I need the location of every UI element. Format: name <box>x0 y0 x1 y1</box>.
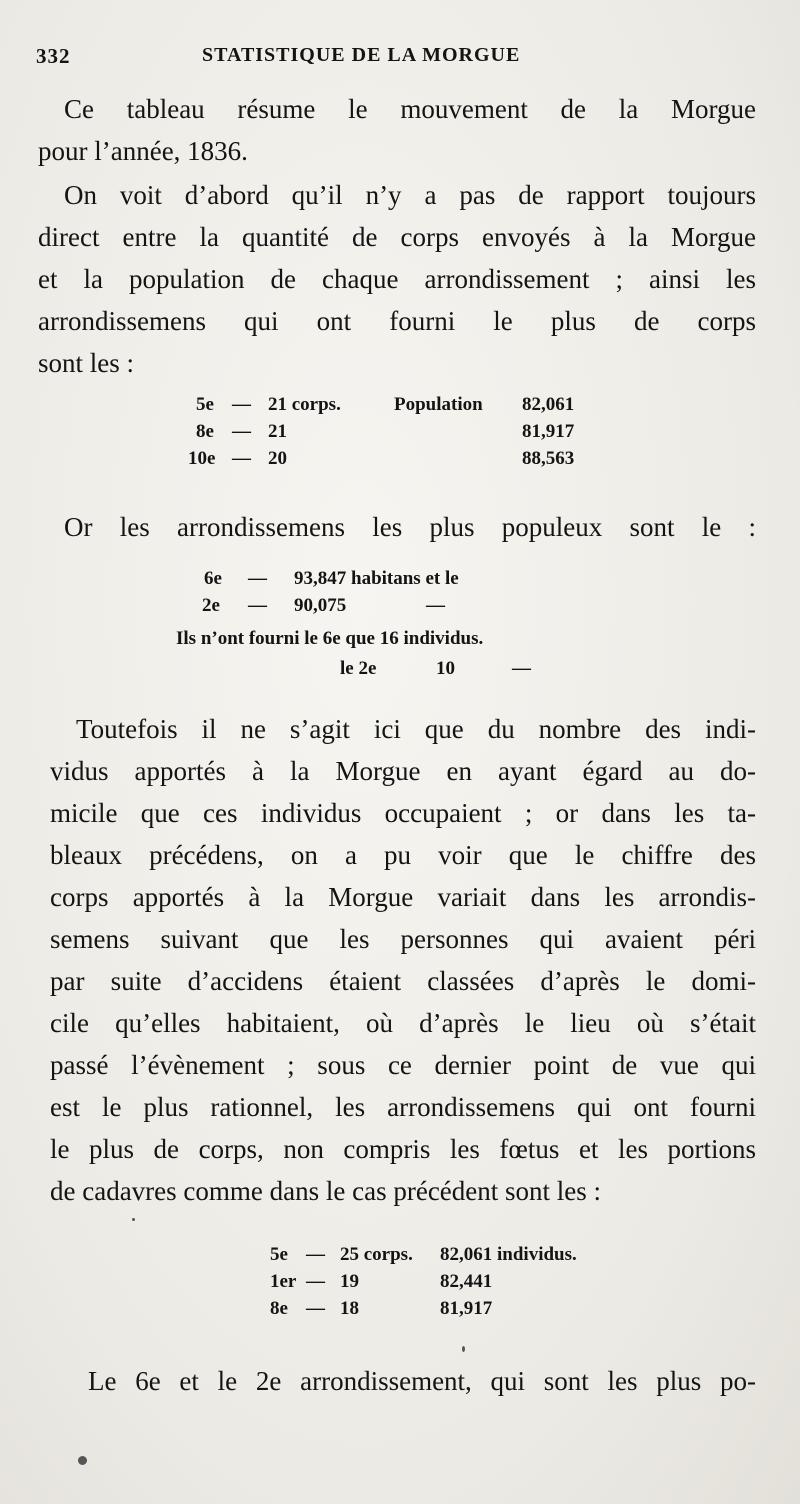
text-line: Toutefois il ne s’agit ici que du nombre des indi- <box>76 714 756 744</box>
text-line: par suite d’accidens étaient classées d’après le domi- <box>50 966 756 996</box>
text-line: Le 6e et le 2e arrondissement, qui sont les plus po- <box>88 1366 756 1396</box>
text-line: bleaux précédens, on a pu voir que le chiffre des <box>50 840 756 870</box>
count-cell: 19 <box>340 1271 359 1292</box>
dash-cell: — <box>248 595 267 616</box>
arrondissement-cell: 6e <box>204 568 222 589</box>
table-note-2 <box>340 658 560 685</box>
text-line: micile que ces individus occupaient ; or dans les ta- <box>50 798 756 828</box>
running-title: STATISTIQUE DE LA MORGUE <box>202 44 521 66</box>
text-line: direct entre la quantité de corps envoyés à la Morgue <box>38 222 756 252</box>
table-note: Ils n’ont fourni le 6e que 16 individus. <box>176 628 484 649</box>
arrondissement-cell: 2e <box>202 595 220 616</box>
table-row <box>270 1298 630 1325</box>
text-line: semens suivant que les personnes qui avaient péri <box>50 924 756 954</box>
arrondissement-cell: 5e <box>196 394 214 415</box>
paragraph-5 <box>62 1360 756 1402</box>
population-cell: 82,441 <box>440 1271 493 1292</box>
scan-speck <box>78 1456 87 1465</box>
arrondissement-cell: 8e <box>196 421 214 442</box>
population-label: Population <box>394 394 483 415</box>
table-row <box>340 658 560 685</box>
value-cell: 93,847 habitans et le <box>294 568 459 589</box>
count-cell: 25 corps. <box>340 1244 413 1265</box>
page-number: 332 <box>36 44 71 68</box>
arrondissement-cell: 5e <box>270 1244 288 1265</box>
arrondissement-cell: 10e <box>188 448 216 469</box>
text-line: est le plus rationnel, les arrondissemens qui ont fourni <box>50 1092 756 1122</box>
table-row <box>196 421 616 448</box>
ditto-cell: — <box>512 658 531 679</box>
arrondissement-cell: 1er <box>270 1271 297 1292</box>
table-populeux <box>204 568 544 622</box>
text-line: de cadavres comme dans le cas précédent sont les : <box>50 1176 602 1206</box>
scan-speck <box>462 1346 465 1352</box>
dash-cell: — <box>232 421 251 442</box>
paragraph-4 <box>50 708 756 1212</box>
population-cell: 82,061 individus. <box>440 1244 577 1265</box>
paragraph-3 <box>38 506 756 548</box>
table-corps-population <box>188 394 616 475</box>
population-cell: 88,563 <box>522 448 575 469</box>
table-row <box>196 394 616 421</box>
population-cell: 81,917 <box>440 1298 493 1319</box>
value-cell: 90,075 <box>294 595 347 616</box>
text-line: Or les arrondissemens les plus populeux sont le : <box>64 512 756 542</box>
text-line: cile qu’elles habitaient, où d’après le lieu où s’était <box>50 1008 756 1038</box>
text-line: et la population de chaque arrondissement ; ainsi les <box>38 264 756 294</box>
text-line: passé l’évènement ; sous ce dernier point de vue qui <box>50 1050 756 1080</box>
text-line: arrondissemens qui ont fourni le plus de corps <box>38 306 756 336</box>
table-row <box>270 1244 630 1271</box>
paragraph-1 <box>38 88 756 172</box>
text-line: vidus apportés à la Morgue en ayant égard au do- <box>50 756 756 786</box>
text-line: corps apportés à la Morgue variait dans les arrondis- <box>50 882 756 912</box>
text-line: pour l’année, 1836. <box>38 136 248 166</box>
population-cell: 82,061 <box>522 394 575 415</box>
scan-speck <box>132 1218 135 1221</box>
dash-cell: — <box>232 394 251 415</box>
table-rationnel <box>270 1244 630 1325</box>
note-label: le 2e <box>340 658 377 679</box>
dash-cell: — <box>248 568 267 589</box>
dash-cell: — <box>306 1244 325 1265</box>
dash-cell: — <box>232 448 251 469</box>
text-line: sont les : <box>38 348 135 378</box>
dash-cell: — <box>306 1271 325 1292</box>
count-cell: 18 <box>340 1298 359 1319</box>
count-cell: 21 <box>268 421 287 442</box>
page-header <box>36 44 756 78</box>
table-row <box>204 568 544 595</box>
table-row <box>188 448 616 475</box>
ditto-cell: — <box>426 595 445 616</box>
arrondissement-cell: 8e <box>270 1298 288 1319</box>
population-cell: 81,917 <box>522 421 575 442</box>
paragraph-2 <box>38 174 756 384</box>
table-row <box>204 595 544 622</box>
text-line: On voit d’abord qu’il n’y a pas de rapport toujours <box>64 180 756 210</box>
count-cell: 21 corps. <box>268 394 341 415</box>
dash-cell: — <box>306 1298 325 1319</box>
text-line: le plus de corps, non compris les fœtus et les portions <box>50 1134 756 1164</box>
count-cell: 20 <box>268 448 287 469</box>
note-value: 10 <box>436 658 455 679</box>
text-line: Ce tableau résume le mouvement de la Morgue <box>64 94 756 124</box>
table-row <box>270 1271 630 1298</box>
